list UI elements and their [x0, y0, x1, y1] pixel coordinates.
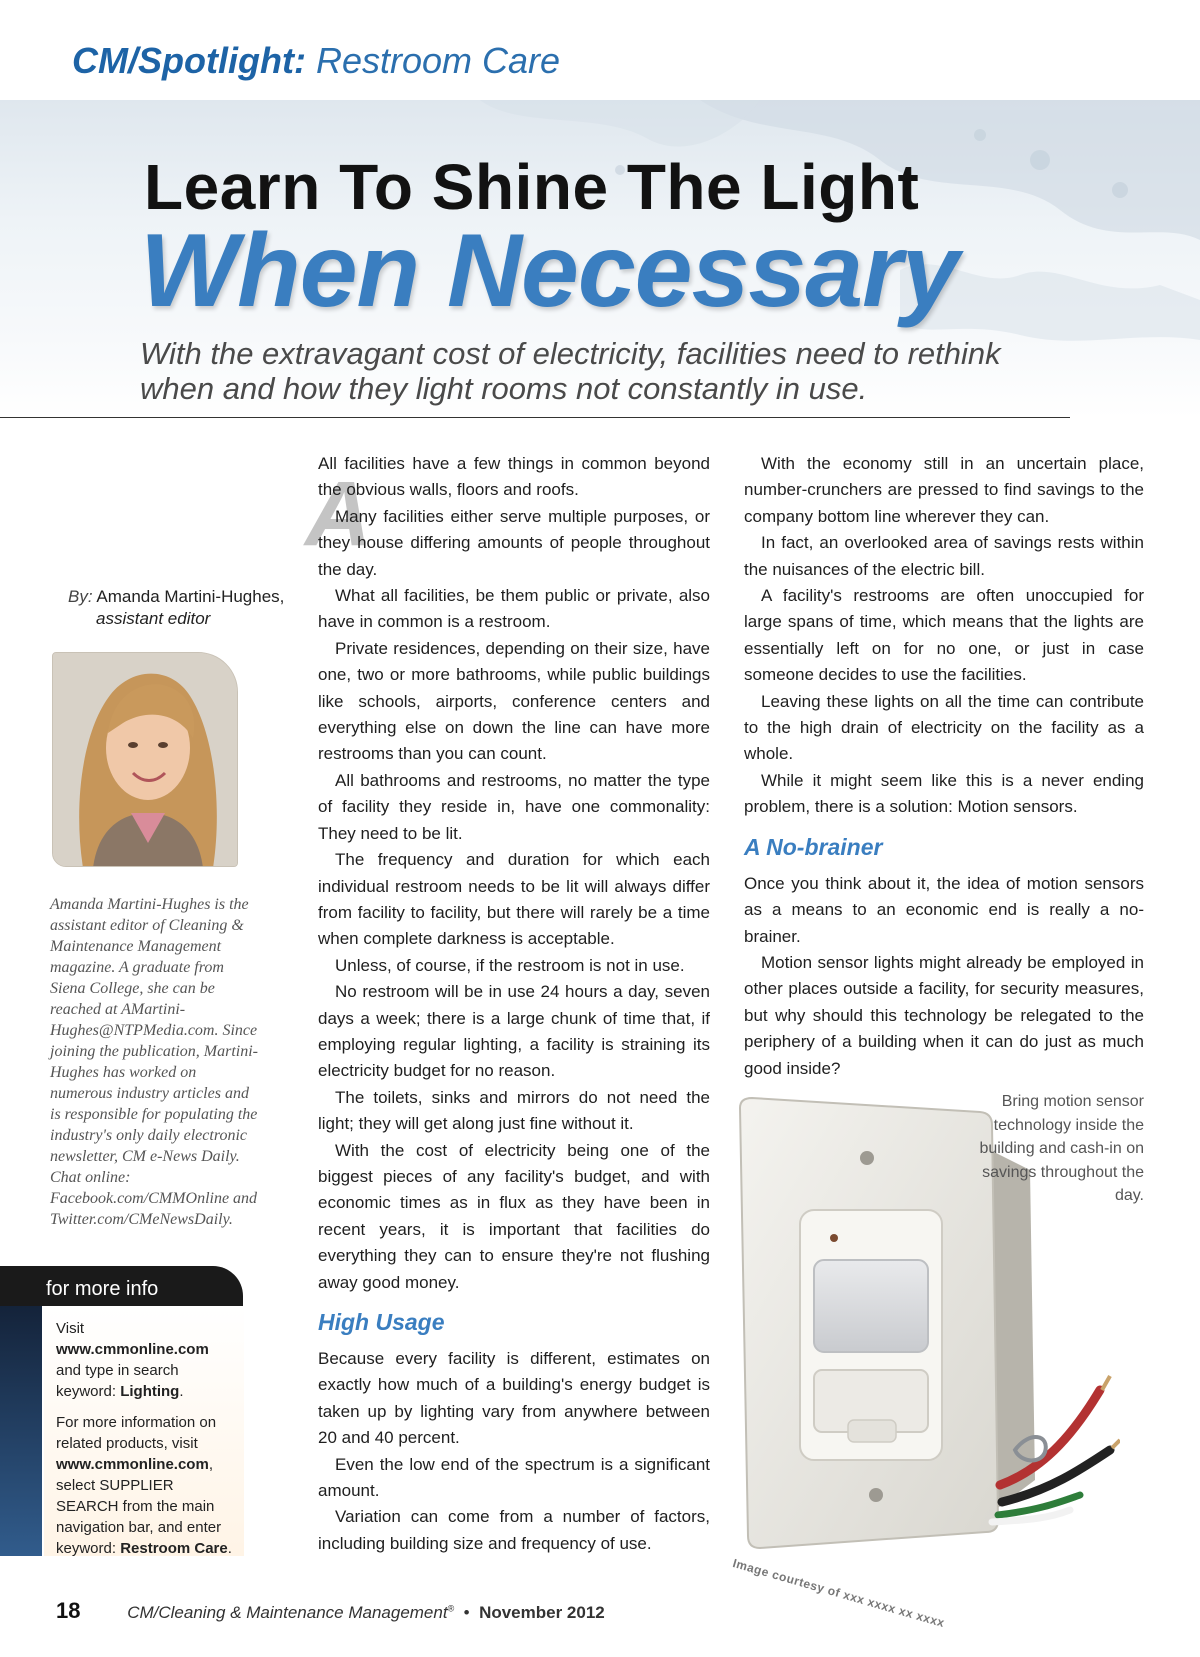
section-brand: CM/Spotlight:	[72, 40, 306, 81]
paragraph: The toilets, sinks and mirrors do not need the light; they will get along just fine without it.	[318, 1087, 710, 1134]
paragraph: Leaving these lights on all the time can contribute to the high drain of electricity on the facility as a whole.	[744, 691, 1144, 764]
byline	[68, 586, 298, 630]
paragraph: A facility's restrooms are often unoccupied for large spans of time, which means that the lights are essentially left on for no one, or just in case someone decides to use the facilities.	[744, 586, 1144, 685]
author-portrait	[52, 652, 238, 867]
more-info-text: For more information on related products, visit	[56, 1414, 217, 1452]
author-role: assistant editor	[96, 609, 211, 628]
page-number: 18	[56, 1598, 81, 1623]
deck-subtitle: With the extravagant cost of electricity, facilities need to rethink when and how they light rooms not constantly in use.	[140, 336, 1001, 406]
paragraph: Motion sensor lights might already be employed in other places outside a facility, for security measures, but why should this technology be relegated to the periphery of a building when it can do just as much good inside?	[744, 952, 1144, 1078]
paragraph: With the economy still in an uncertain place, number-crunchers are pressed to find savings to the company bottom line wherever they can.	[744, 454, 1144, 526]
more-info-text: and type in search keyword:	[56, 1362, 179, 1400]
more-info-text: .	[227, 1540, 232, 1557]
photo-credit: Image courtesy of xxx xxxx xx xxxx	[731, 1556, 947, 1631]
subhead-no-brainer: A No-brainer	[744, 833, 883, 860]
paragraph: Because every facility is different, estimates on exactly how much of a building's energy budget is taken up by lighting vary from anywhere between 20 and 40 percent.	[318, 1349, 710, 1448]
more-info-link-2[interactable]: www.cmmonline.com	[56, 1456, 209, 1473]
more-info-text: , select SUPPLIER SEARCH from the main navigation bar, and enter keyword:	[56, 1456, 222, 1557]
author-portrait-illustration	[53, 653, 238, 867]
paragraph: In fact, an overlooked area of savings rests within the nuisances of the electric bill.	[744, 533, 1144, 579]
publication-name: CM/Cleaning & Maintenance Management	[127, 1603, 448, 1622]
more-info-paragraph-2	[56, 1412, 236, 1559]
article-column-right	[744, 451, 1144, 1082]
paragraph: Once you think about it, the idea of motion sensors as a means to an economic end is really a no-brainer.	[744, 873, 1144, 946]
subhead-high-usage: High Usage	[318, 1309, 445, 1335]
more-info-text: Visit	[56, 1320, 85, 1337]
footer-separator: •	[463, 1603, 470, 1622]
more-info-tab	[0, 1266, 243, 1306]
paragraph: Variation can come from a number of factors, including building size and frequency of use.	[318, 1507, 710, 1553]
more-info-keyword-1: Lighting	[120, 1383, 180, 1400]
paragraph: No restroom will be in use 24 hours a day, seven days a week; there is a large chunk of time that, if employing regular lighting, a facility is straining its electricity budget for no reason.	[318, 982, 710, 1081]
more-info-paragraph-1	[56, 1318, 236, 1402]
headline-line-1: Learn To Shine The Light	[144, 151, 920, 223]
page-footer	[56, 1598, 605, 1624]
byline-prefix: By:	[68, 587, 93, 606]
more-info-title: for more info	[46, 1278, 159, 1300]
headline-rule	[0, 417, 1070, 418]
paragraph: Even the low end of the spectrum is a significant amount.	[318, 1454, 710, 1501]
paragraph: With the cost of electricity being one of the biggest pieces of any facility's budget, and with economic times as in flux as they have been in recent years, it is important that facilities do everything they can to ensure they're not flushing away good money.	[318, 1140, 710, 1292]
author-bio: Amanda Martini-Hughes is the assistant editor of Cleaning & Maintenance Management magazine. A graduate from Siena College, she can be reached at AMartini-Hughes@NTPMedia.com. Since joining the publication, Martini-Hughes has worked on numerous industry articles and is responsible for populating the industry's only daily electronic newsletter, CM e-News Daily. Chat online: Facebook.com/CMMOnline and Twitter.com/CMeNewsDaily.	[50, 896, 258, 1228]
paragraph: All bathrooms and restrooms, no matter the type of facility they reside in, have one commonality: They need to be lit.	[318, 770, 710, 843]
photo-caption: Bring motion sensor technology inside the building and cash-in on savings throughout the day.	[979, 1093, 1144, 1204]
more-info-link-1[interactable]: www.cmmonline.com	[56, 1341, 209, 1358]
paragraph: Private residences, depending on their size, have one, two or more bathrooms, while public buildings like schools, airports, conference centers and everything else on down the line can have more restrooms than you can count.	[318, 638, 710, 764]
paragraph: Unless, of course, if the restroom is not in use.	[335, 955, 685, 975]
headline-line-2: When Necessary	[140, 213, 959, 329]
article-column-middle	[318, 451, 710, 1557]
more-info-box	[44, 1306, 244, 1556]
more-info-keyword-2: Restroom Care	[120, 1540, 228, 1557]
section-topic: Restroom Care	[315, 40, 561, 81]
section-header	[72, 40, 560, 82]
paragraph: What all facilities, be them public or private, also have in common is a restroom.	[318, 586, 710, 632]
paragraph: Many facilities either serve multiple purposes, or they house differing amounts of people throughout the day.	[318, 506, 710, 579]
paragraph: All facilities have a few things in common beyond the obvious walls, floors and roofs.	[318, 454, 710, 500]
issue-date: November 2012	[479, 1603, 605, 1622]
more-info-strip	[0, 1306, 42, 1556]
paragraph: The frequency and duration for which each individual restroom needs to be lit will always differ from facility to facility, but there will rarely be a time when complete darkness is acceptable.	[318, 850, 710, 949]
drop-cap: A	[305, 463, 372, 565]
more-info-text: .	[179, 1383, 184, 1400]
registered-mark: ®	[447, 1603, 455, 1614]
author-name: Amanda Martini-Hughes,	[96, 587, 285, 606]
paragraph: While it might seem like this is a never ending problem, there is a solution: Motion sensors.	[744, 770, 1144, 817]
